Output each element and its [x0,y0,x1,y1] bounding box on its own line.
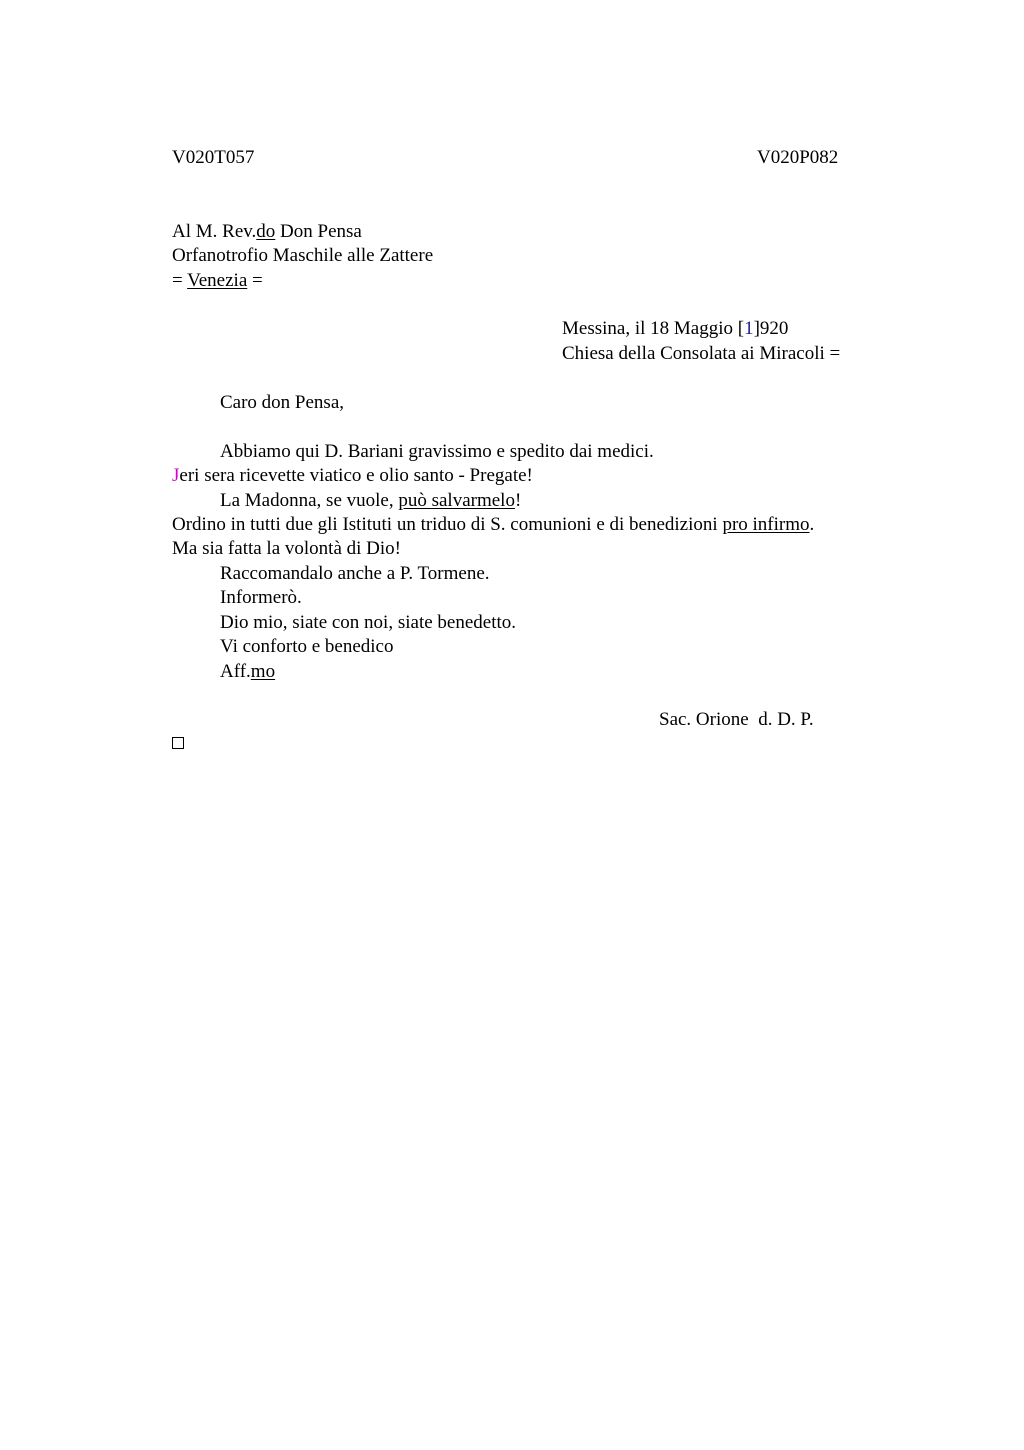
highlighted-initial: J [172,465,180,486]
body-line-4: Ordino in tutti due gli Istituti un triduo di S. comunioni e di benedizioni pro infirmo. [172,514,815,535]
body-line-1: Abbiamo qui D. Bariani gravissimo e spedito dai medici. [220,441,654,462]
closing-affectionate: Aff.mo [220,661,276,682]
body-line-8: Dio mio, siate con noi, siate benedetto. [220,612,517,633]
signature: Sac. Orione d. D. P. [659,709,814,730]
dateline-place-date: Messina, il 18 Maggio [1]920 [562,318,789,339]
dateline-church: Chiesa della Consolata ai Miracoli = [562,343,841,364]
address-line-2: Orfanotrofio Maschile alle Zattere [172,245,434,266]
body-line-7: Informerò. [220,587,302,608]
body-line-5: Ma sia fatta la volontà di Dio! [172,538,401,559]
body-line-3: La Madonna, se vuole, può salvarmelo! [220,490,522,511]
address-line-1: Al M. Rev.do Don Pensa [172,221,362,242]
address-line-3: = Venezia = [172,270,263,291]
editorial-bracket-number: 1 [744,318,754,339]
document-code-right: V020P082 [757,147,839,168]
body-line-9: Vi conforto e benedico [220,636,394,657]
end-of-document-box-icon [172,737,184,749]
body-line-6: Raccomandalo anche a P. Tormene. [220,563,490,584]
document-code-left: V020T057 [172,147,255,168]
salutation: Caro don Pensa, [220,392,345,413]
body-line-2: Jeri sera ricevette viatico e olio santo - Pregate! [172,465,533,486]
